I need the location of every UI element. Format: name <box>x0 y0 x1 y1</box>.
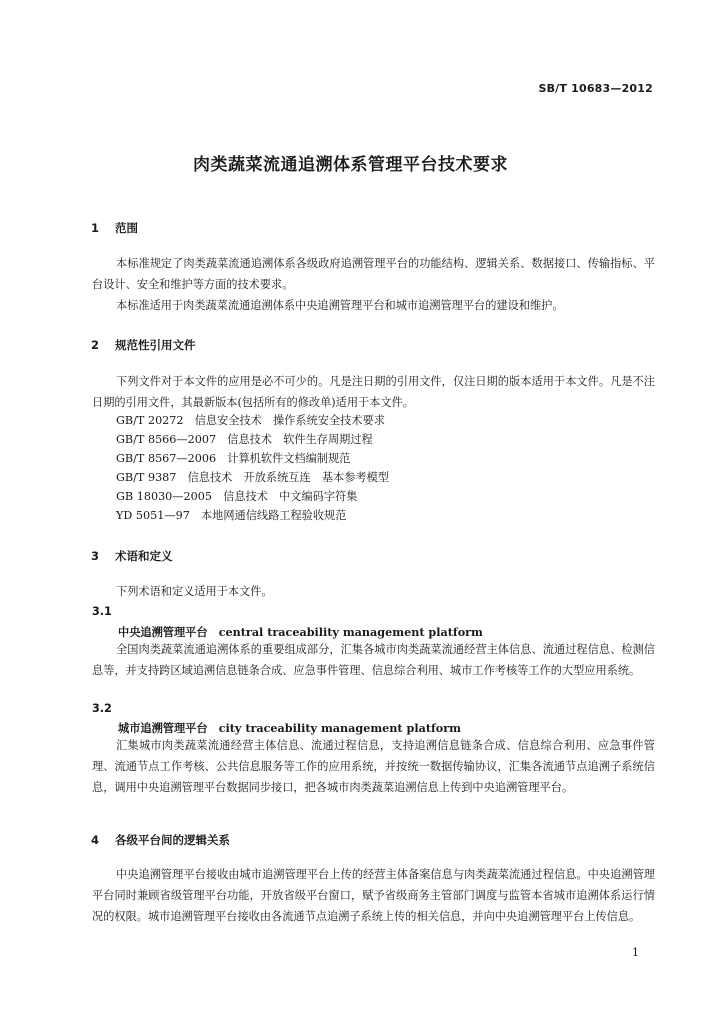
term-3-2-title: 城市追溯管理平台 city traceability management platform <box>118 721 461 735</box>
section-1-title: 范围 <box>115 221 138 235</box>
term-3-1-definition: 全国肉类蔬菜流通追溯体系的重要组成部分，汇集各城市肉类蔬菜流通经营主体信息、流通过程信息、检测信息等，并支持跨区域追溯信息链条合成、应急事件管理、信息综合利用、城市工作考核等工作的大型应用系统。 <box>92 643 655 677</box>
section-3-number: 3 <box>91 549 100 563</box>
section-2-title: 规范性引用文件 <box>115 338 196 352</box>
reference-item: GB 18030—2005 信息技术 中文编码字符集 <box>116 490 358 503</box>
page-number: 1 <box>632 946 639 959</box>
document-title: 肉类蔬菜流通追溯体系管理平台技术要求 <box>193 155 508 175</box>
section-1-heading <box>91 220 138 236</box>
reference-item: GB/T 8567—2006 计算机软件文档编制规范 <box>116 452 351 465</box>
section-1-paragraph-2: 本标准适用于肉类蔬菜流通追溯体系中央追溯管理平台和城市追溯管理平台的建设和维护。 <box>116 299 564 312</box>
reference-item: YD 5051—97 本地网通信线路工程验收规范 <box>116 509 347 522</box>
reference-item: GB/T 20272 信息安全技术 操作系统安全技术要求 <box>116 414 385 427</box>
section-3-heading <box>91 548 173 564</box>
term-3-2-number: 3.2 <box>92 702 112 715</box>
section-4-title: 各级平台间的逻辑关系 <box>115 833 230 847</box>
reference-item: GB/T 8566—2007 信息技术 软件生存周期过程 <box>116 433 373 446</box>
section-4-number: 4 <box>91 833 100 847</box>
section-3-intro: 下列术语和定义适用于本文件。 <box>116 585 273 598</box>
section-1-number: 1 <box>91 221 100 235</box>
section-4-heading <box>91 832 230 848</box>
section-4-paragraph-1: 中央追溯管理平台接收由城市追溯管理平台上传的经营主体备案信息与肉类蔬菜流通过程信息。中央追溯管理平台同时兼顾省级管理平台功能，开放省级平台窗口，赋予省级商务主管部门调度与监管本省城市追溯体系运行情况的权限。城市追溯管理平台接收由各流通节点追溯子系统上传的相关信息，并向中央追溯管理平台上传信息。 <box>92 868 655 923</box>
term-3-1-title: 中央追溯管理平台 central traceability management platform <box>118 625 483 639</box>
section-2-heading <box>91 337 196 353</box>
term-3-1-number: 3.1 <box>92 605 112 618</box>
section-1-paragraph-1: 本标准规定了肉类蔬菜流通追溯体系各级政府追溯管理平台的功能结构、逻辑关系、数据接口、传输指标、平台设计、安全和维护等方面的技术要求。 <box>92 257 655 291</box>
section-2-number: 2 <box>91 338 100 352</box>
reference-item: GB/T 9387 信息技术 开放系统互连 基本参考模型 <box>116 471 389 484</box>
section-3-title: 术语和定义 <box>115 549 173 563</box>
section-2-intro: 下列文件对于本文件的应用是必不可少的。凡是注日期的引用文件，仅注日期的版本适用于本文件。凡是不注日期的引用文件，其最新版本(包括所有的修改单)适用于本文件。 <box>92 375 655 409</box>
term-3-2-definition: 汇集城市肉类蔬菜流通经营主体信息、流通过程信息，支持追溯信息链条合成、信息综合利用、应急事件管理、流通节点工作考核、公共信息服务等工作的应用系统，并按统一数据传输协议，汇集各流通节点追溯子系统信息，调用中央追溯管理平台数据同步接口，把各城市肉类蔬菜追溯信息上传到中央追溯管理平台。 <box>92 739 655 794</box>
standard-number: SB/T 10683—2012 <box>538 82 653 95</box>
